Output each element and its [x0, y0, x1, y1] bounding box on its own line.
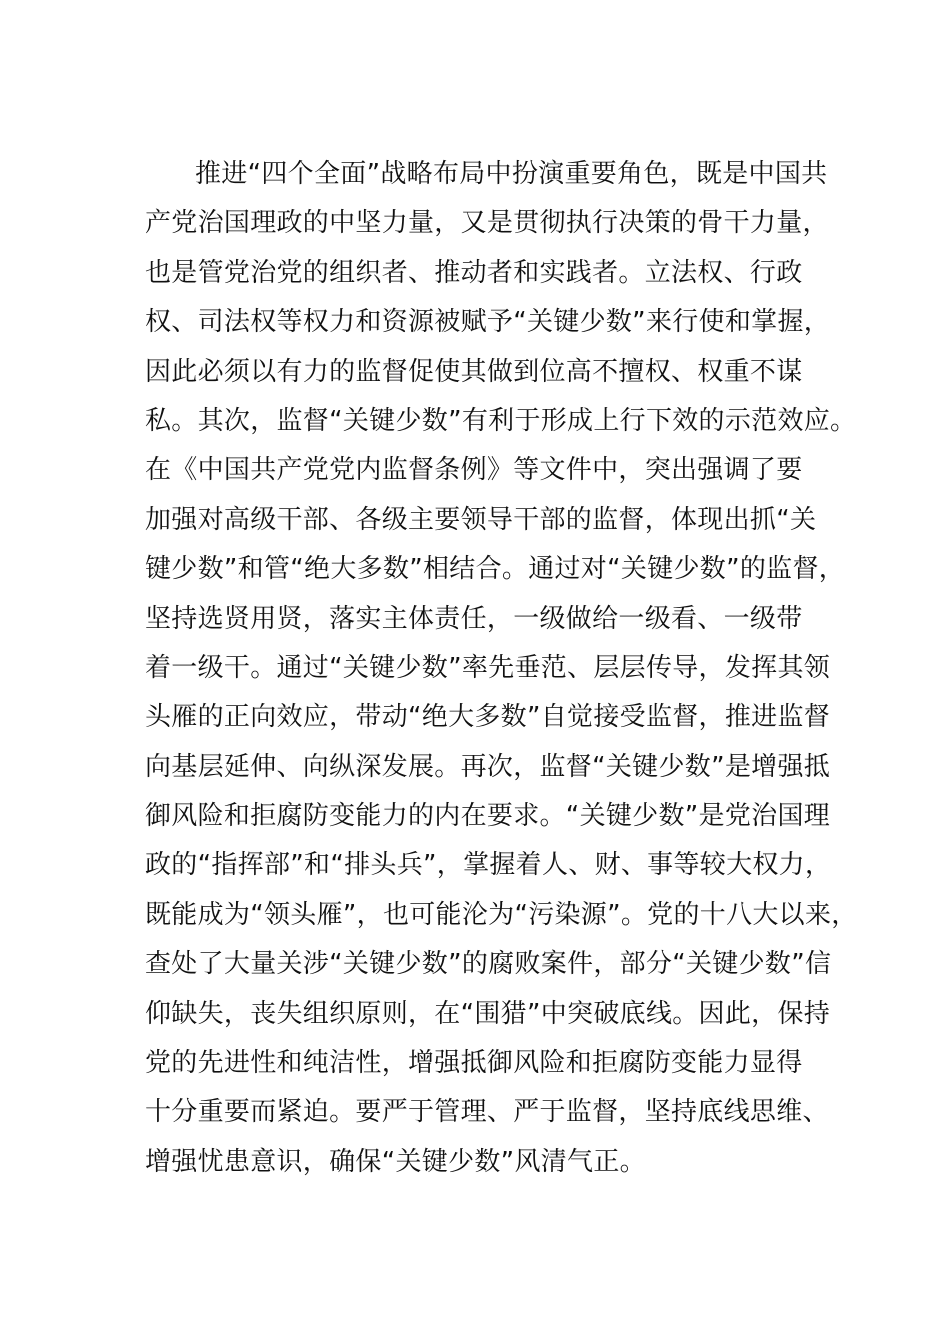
text-line: 也是管党治党的组织者、推动者和实践者。立法权、行政 [145, 257, 803, 288]
text-line: 向基层延伸、向纵深发展。再次，监督“关键少数”是增强抵 [145, 751, 831, 782]
text-line: 头雁的正向效应，带动“绝大多数”自觉接受监督，推进监督 [145, 702, 831, 733]
text-line: 产党治国理政的中坚力量，又是贯彻执行决策的骨干力量， [145, 208, 829, 239]
text-line: 增强忧患意识，确保“关键少数”风清气正。 [145, 1146, 646, 1177]
text-line: 权、司法权等权力和资源被赋予“关键少数”来行使和掌握， [145, 307, 831, 338]
text-line: 查处了大量关涉“关键少数”的腐败案件，部分“关键少数”信 [145, 949, 832, 980]
text-line: 坚持选贤用贤，落实主体责任，一级做给一级看、一级带 [145, 603, 803, 634]
text-line: 键少数”和管“绝大多数”相结合。通过对“关键少数”的监督， [145, 554, 846, 585]
text-line: 因此必须以有力的监督促使其做到位高不擅权、权重不谋 [145, 356, 803, 387]
text-line: 党的先进性和纯洁性，增强抵御风险和拒腐防变能力显得 [145, 1048, 803, 1079]
text-line: 在《中国共产党党内监督条例》等文件中，突出强调了要 [145, 455, 803, 486]
text-line: 私。其次，监督“关键少数”有利于形成上行下效的示范效应。 [145, 405, 857, 436]
text-line: 仰缺失，丧失组织原则，在“围猎”中突破底线。因此，保持 [145, 998, 831, 1029]
text-line: 推进“四个全面”战略布局中扮演重要角色，既是中国共 [195, 159, 828, 189]
text-line: 御风险和拒腐防变能力的内在要求。“关键少数”是党治国理 [145, 801, 831, 832]
text-line: 十分重要而紧迫。要严于管理、严于监督，坚持底线思维、 [145, 1097, 829, 1128]
text-line: 政的“指挥部”和“排头兵”，掌握着人、财、事等较大权力， [145, 850, 832, 881]
body-paragraph [145, 150, 858, 1187]
text-line: 加强对高级干部、各级主要领导干部的监督，体现出抓“关 [145, 504, 817, 535]
text-line: 既能成为“领头雁”，也可能沦为“污染源”。党的十八大以来， [145, 899, 858, 930]
text-line: 着一级干。通过“关键少数”率先垂范、层层传导，发挥其领 [145, 652, 831, 683]
